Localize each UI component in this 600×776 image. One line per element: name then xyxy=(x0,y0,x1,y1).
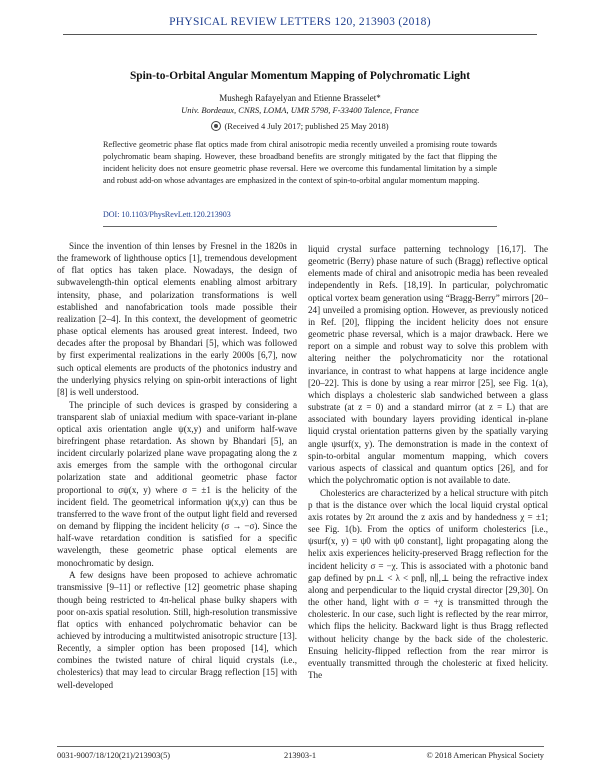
body-column-right xyxy=(308,243,548,681)
dates-text: (Received 4 July 2017; published 25 May 2018) xyxy=(224,121,389,131)
footer-copyright: © 2018 American Physical Society xyxy=(426,751,544,760)
publication-dates xyxy=(40,121,560,131)
body-column-left xyxy=(57,240,297,691)
abstract: Reflective geometric phase flat optics made from chiral anisotropic media recently unveiled a promising route towards polychromatic beam shaping. However, these broadband benefits are strongly mitigated by the fact that flipping the incident helicity does not ensure geometric phase reversal. Here we overcome this fundamental limitation by a simple and robust add-on whose advantages are emphasized in the context of spin-to-orbital angular momentum mapping. xyxy=(103,140,497,186)
footer-page-number: 213903-1 xyxy=(283,751,317,760)
header-rule xyxy=(63,34,537,35)
paragraph: Since the invention of thin lenses by Fresnel in the 1820s in the framework of lighthouse optics [1], tremendous development of flat optics has taken place. Nowadays, the design of subwavelength-thin optical elements enabling almost arbitrary intensity, phase, and polarization transformations is well established and nanofabrication tools made possible their realization [2–4]. In this context, the development of geometric phase optical elements has aroused great interest. Indeed, two decades after the proposal by Bhandari [5], which was followed by first experimental realizations in the early 2000s [6,7], now such optical elements are products of the photonics industry and the underlying physics relying on spin-orbit interactions of light [8] is well understood. xyxy=(57,241,297,397)
abstract-rule xyxy=(103,226,497,227)
crossmark-icon[interactable] xyxy=(211,121,221,131)
article-title: Spin-to-Orbital Angular Momentum Mapping of Polychromatic Light xyxy=(129,70,471,82)
footer-issn: 0031-9007/18/120(21)/213903(5) xyxy=(57,751,171,760)
doi-link[interactable]: DOI: 10.1103/PhysRevLett.120.213903 xyxy=(103,210,231,219)
author-list: Mushegh Rafayelyan and Etienne Brasselet* xyxy=(219,93,381,103)
paragraph: A few designs have been proposed to achieve achromatic transmissive [9–11] or reflective [12] geometric phase shaping though being restricted to 4π-helical phase bulky shapers with poor on-axis spatial resolution. Still, high-resolution transmissive flat optics with enhanced polychromatic behavior can be achieved by introducing a multitwisted anisotropic structure [13]. Recently, a simpler option has been proposed [14], which combines the twisted nature of chiral liquid crystals (i.e., cholesterics) that may lead to circular Bragg reflection [15] with well-developed xyxy=(57,570,297,690)
journal-running-header: PHYSICAL REVIEW LETTERS 120, 213903 (2018) xyxy=(169,16,431,28)
author-affiliation: Univ. Bordeaux, CNRS, LOMA, UMR 5798, F-33400 Talence, France xyxy=(181,105,419,115)
footer-rule xyxy=(57,746,544,747)
paragraph: The principle of such devices is grasped by considering a transparent slab of uniaxial medium with space-variant in-plane optical axis orientation angle ψ(x,y) and uniform half-wave birefringent phase retardation. As shown by Bhandari [5], an incident circularly polarized plane wave propagating along the z axis emerges from the sample with the orthogonal circular polarization state and additional geometric phase factor proportional to σψ(x, y) where σ = ±1 is the helicity of the incident field. The geometrical information ψ(x,y) can thus be transferred to the wave front of the output light field and reversed on demand by flipping the incident helicity (σ → −σ). Since the half-wave retardation condition is satisfied for a specific wavelength, these geometric phase optical elements are monochromatic by design. xyxy=(57,399,297,568)
paragraph: Cholesterics are characterized by a helical structure with pitch p that is the distance over which the local liquid crystal optical axis rotates by 2π around the z axis and by handedness χ = ±1; see Fig. 1(b). From the optics of uniform cholesterics [i.e., ψsurf(x, y) = ψ0 with ψ0 constant], light propagating along the helix axis experiences helicity-preserved Bragg reflection for the incident helicity σ = −χ. This is associated with a photonic band gap defined by pn⊥ < λ < pn∥, n∥,⊥ being the refractive index along and perpendicular to the liquid crystal director [29,30]. On the other hand, light with σ = +χ is transmitted through the cholesteric. In our case, such light is reflected by the rear mirror, which flips the helicity. Backward light is thus Bragg reflected without helicity change by the back side of the cholesteric. Ensuing helicity-flipped reflection from the rear mirror is eventually transmitted through the cholesteric at fixed helicity. The xyxy=(308,487,548,680)
paragraph: liquid crystal surface patterning technology [16,17]. The geometric (Berry) phase nature of such (Bragg) reflective optical elements made of chiral and anisotropic media has been revealed independently in Refs. [18,19]. In particular, polychromatic optical vortex beam generation using “Bragg-Berry” mirrors [20–24] unveiled a promising option. However, as previously noticed in Ref. [20], flipping the incident helicity does not ensure geometric phase reversal, which is a major drawback. Here we report on a simple and robust way to solve this problem with altering neither the polychromaticity nor the rotational invariance, in contrast to what happens at large incidence angle [20–22]. This is done by using a rear mirror [25], see Fig. 1(a), which displays a cholesteric slab sandwiched between a glass substrate (at z = 0) and a standard mirror (at z = L) that are associated with boundary layers providing identical in-plane liquid crystal orientation patterns given by the spatially varying angle ψsurf(x, y). The demonstration is made in the context of spin-to-orbital angular momentum mapping, which covers various aspects of classical and quantum optics [26], and for which the polychromatic option is not available to date. xyxy=(308,244,548,485)
